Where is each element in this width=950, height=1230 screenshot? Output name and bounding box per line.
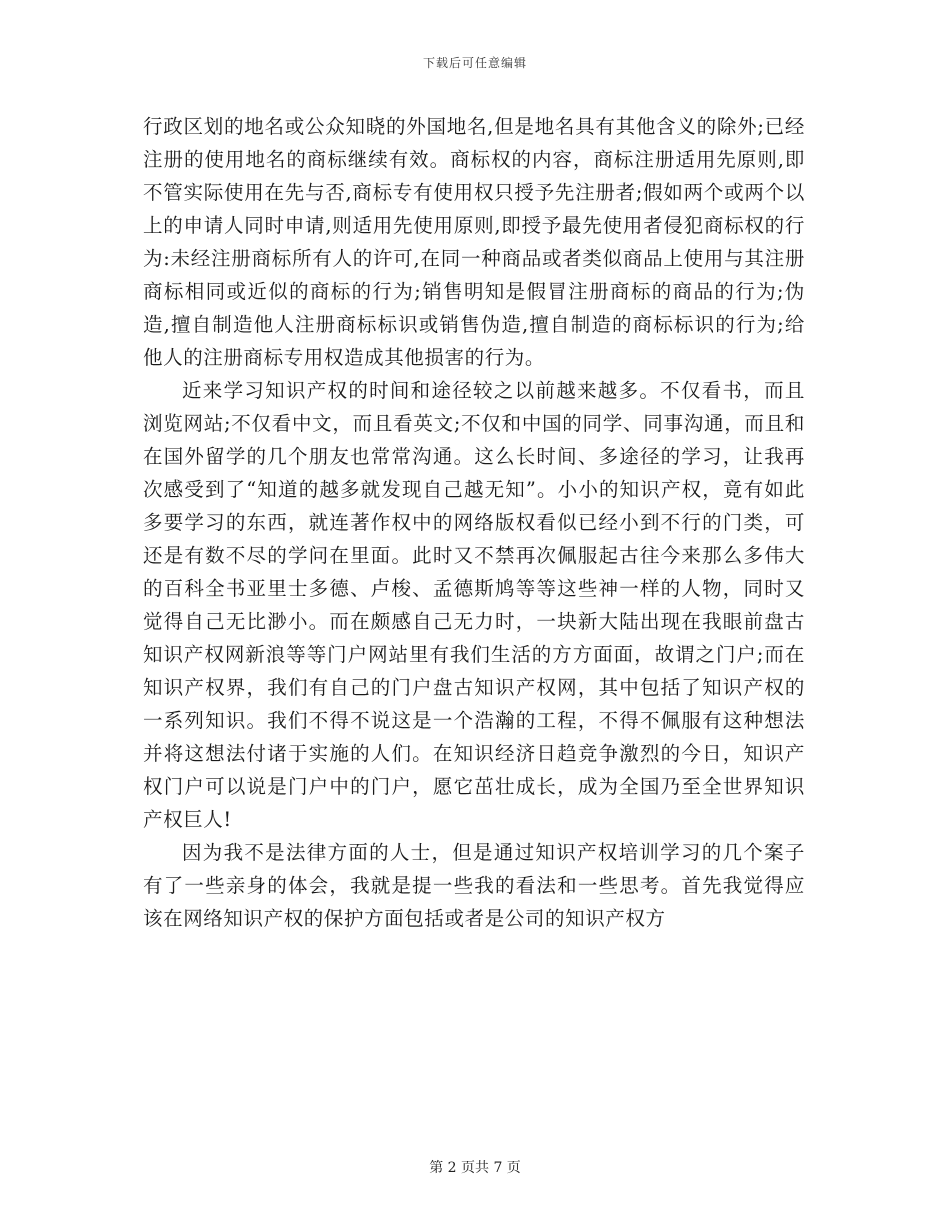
document-body — [143, 110, 805, 935]
paragraph-personal-view: 因为我不是法律方面的人士，但是通过知识产权培训学习的几个案子有了一些亲身的体会，我就是提一些我的看法和一些思考。首先我觉得应该在网络知识产权的保护方面包括或者是公司的知识产权方 — [143, 841, 805, 930]
page-number-footer: 第 2 页共 7 页 — [429, 1160, 521, 1176]
page-header: 下载后可任意编辑 — [422, 56, 527, 70]
paragraph-learning-ip: 近来学习知识产权的时间和途径较之以前越来越多。不仅看书，而且浏览网站;不仅看中文，而且看英文;不仅和中国的同学、同事沟通，而且和在国外留学的几个朋友也常常沟通。这么长时间、多途径的学习，让我再次感受到了“知道的越多就发现自己越无知”。小小的知识产权，竟有如此多要学习的东西，就连著作权中的网络版权看似已经小到不行的门类，可还是有数不尽的学问在里面。此时又不禁再次佩服起古往今来那么多伟大的百科全书亚里士多德、卢梭、孟德斯鸠等等这些神一样的人物，同时又觉得自己无比渺小。而在颇感自己无力时，一块新大陆出现在我眼前盘古知识产权网新浪等等门户网站里有我们生活的方方面面，故谓之门户;而在知识产权界，我们有自己的门户盘古知识产权网，其中包括了知识产权的一系列知识。我们不得不说这是一个浩瀚的工程，不得不佩服有这种想法并将这想法付诸于实施的人们。在知识经济日趋竞争激烈的今日，知识产权门户可以说是门户中的门户，愿它茁壮成长，成为全国乃至全世界知识产权巨人! — [143, 379, 805, 831]
paragraph-trademark-rights: 行政区划的地名或公众知晓的外国地名,但是地名具有其他含义的除外;已经注册的使用地名的商标继续有效。商标权的内容，商标注册适用先原则,即不管实际使用在先与否,商标专有使用权只授予先注册者;假如两个或两个以上的申请人同时申请,则适用先使用原则,即授予最先使用者侵犯商标权的行为:未经注册商标所有人的许可,在同一种商品或者类似商品上使用与其注册商标相同或近似的商标的行为;销售明知是假冒注册商标的商品的行为;伪造,擅自制造他人注册商标标识或销售伪造,擅自制造的商标标识的行为;给他人的注册商标专用权造成其他损害的行为。 — [143, 115, 805, 369]
